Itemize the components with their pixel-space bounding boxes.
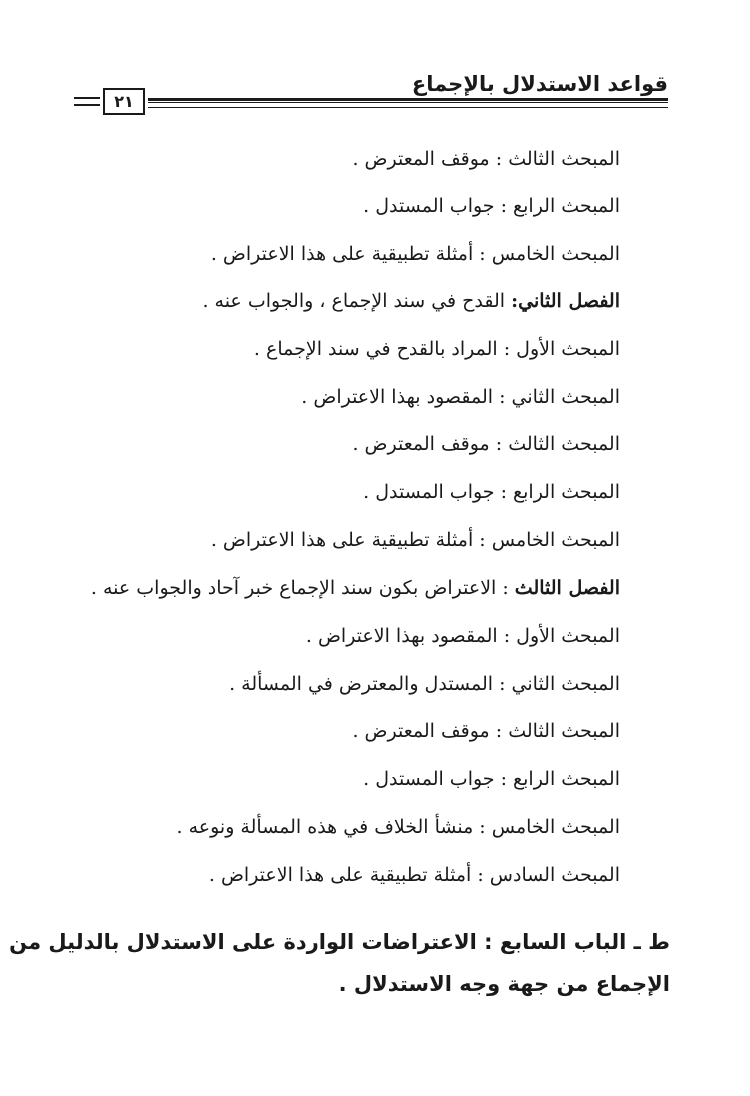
section-heading-line1: ط ـ الباب السابع : الاعتراضات الواردة على الاستدلال بالدليل من bbox=[9, 930, 670, 954]
toc-line: المبحث الثاني : المستدل والمعترض في المسألة . bbox=[229, 673, 620, 695]
toc-line: المبحث الثاني : المقصود بهذا الاعتراض . bbox=[301, 386, 620, 408]
toc-line: المبحث الخامس : أمثلة تطبيقية على هذا الاعتراض . bbox=[210, 243, 620, 265]
section-heading-line2: الإجماع من جهة وجه الاستدلال . bbox=[338, 972, 670, 996]
toc-line: المبحث الثالث : موقف المعترض . bbox=[352, 720, 620, 742]
chapter-heading: الفصل الثالث bbox=[514, 577, 620, 599]
toc-chapter-line: الفصل الثالث : الاعتراض بكون سند الإجماع خبر آحاد والجواب عنه . bbox=[90, 577, 620, 599]
toc-line: المبحث الرابع : جواب المستدل . bbox=[363, 768, 620, 790]
toc-line: المبحث الرابع : جواب المستدل . bbox=[363, 481, 620, 503]
toc-line: المبحث الثالث : موقف المعترض . bbox=[352, 433, 620, 455]
header-rule-inner bbox=[148, 102, 668, 103]
toc-line: المبحث السادس : أمثلة تطبيقية على هذا الاعتراض . bbox=[208, 864, 620, 886]
toc-line: المبحث الخامس : منشأ الخلاف في هذه المسألة ونوعه . bbox=[176, 816, 620, 838]
left-rule-bottom bbox=[74, 104, 100, 106]
toc-line: المبحث الأول : المراد بالقدح في سند الإجماع . bbox=[253, 338, 620, 360]
left-rule-top bbox=[74, 97, 100, 99]
chapter-heading: الفصل الثاني: bbox=[511, 290, 620, 312]
toc-line: المبحث الخامس : أمثلة تطبيقية على هذا الاعتراض . bbox=[210, 529, 620, 551]
page-number: ٢١ bbox=[103, 88, 145, 115]
toc-line: المبحث الأول : المقصود بهذا الاعتراض . bbox=[305, 625, 620, 647]
header-rule bbox=[148, 98, 668, 108]
toc-chapter-line: الفصل الثاني: القدح في سند الإجماع ، والجواب عنه . bbox=[202, 290, 620, 312]
toc-line: المبحث الرابع : جواب المستدل . bbox=[363, 195, 620, 217]
page-header bbox=[0, 0, 750, 130]
toc-line: المبحث الثالث : موقف المعترض . bbox=[352, 148, 620, 170]
running-title: قواعد الاستدلال بالإجماع bbox=[411, 72, 668, 96]
